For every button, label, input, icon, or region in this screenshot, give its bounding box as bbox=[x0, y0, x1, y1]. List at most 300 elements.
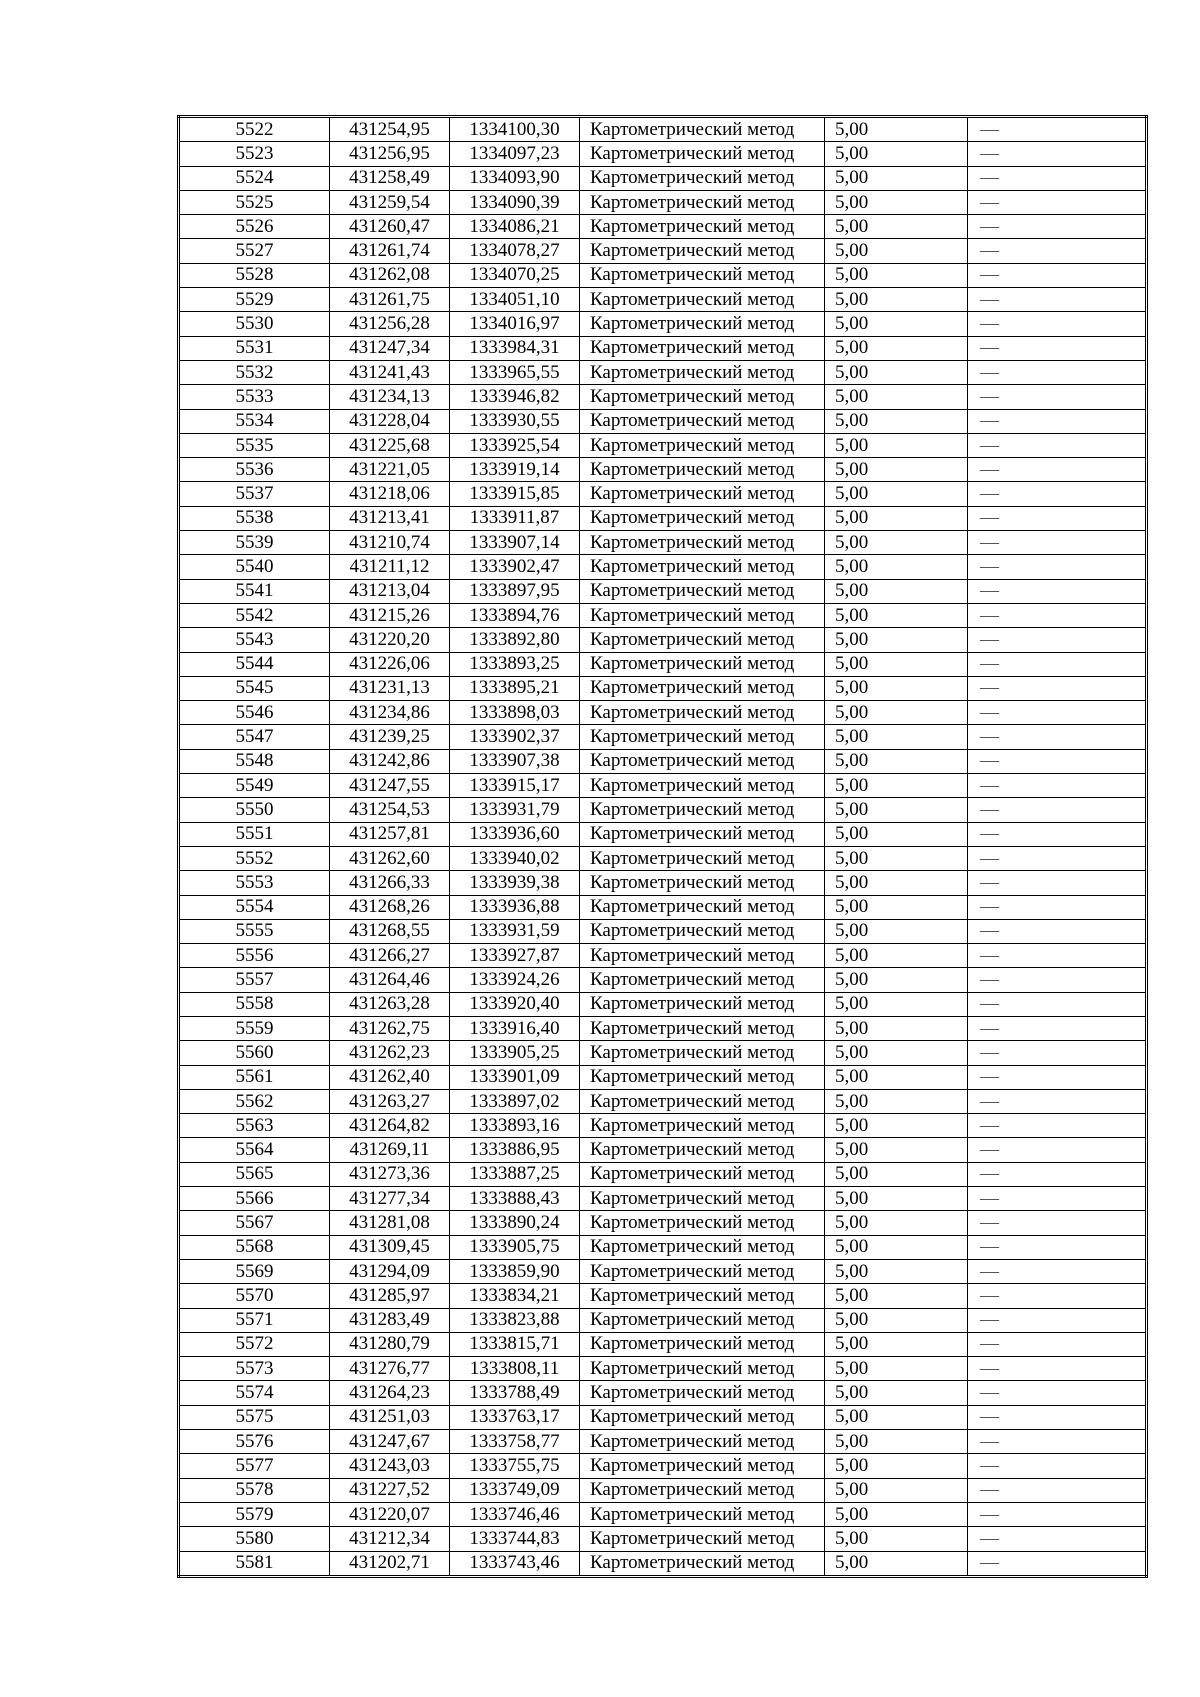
table-row bbox=[179, 531, 1147, 555]
method-cell: Картометрический метод bbox=[580, 774, 825, 798]
accuracy-cell: 5,00 bbox=[825, 1016, 968, 1040]
point-number-cell: 5574 bbox=[179, 1381, 330, 1405]
point-number-cell: 5546 bbox=[179, 701, 330, 725]
method-cell: Картометрический метод bbox=[580, 336, 825, 360]
description-cell: — bbox=[968, 1405, 1147, 1429]
point-number-cell: 5567 bbox=[179, 1211, 330, 1235]
method-cell: Картометрический метод bbox=[580, 846, 825, 870]
accuracy-cell: 5,00 bbox=[825, 506, 968, 530]
accuracy-cell: 5,00 bbox=[825, 871, 968, 895]
y-coordinate-cell: 1333887,25 bbox=[450, 1162, 580, 1186]
y-coordinate-cell: 1333946,82 bbox=[450, 385, 580, 409]
accuracy-cell: 5,00 bbox=[825, 1502, 968, 1526]
point-number-cell: 5533 bbox=[179, 385, 330, 409]
x-coordinate-cell: 431262,40 bbox=[330, 1065, 450, 1089]
description-cell: — bbox=[968, 968, 1147, 992]
description-cell: — bbox=[968, 871, 1147, 895]
method-cell: Картометрический метод bbox=[580, 652, 825, 676]
table-row bbox=[179, 555, 1147, 579]
y-coordinate-cell: 1334097,23 bbox=[450, 142, 580, 166]
x-coordinate-cell: 431266,27 bbox=[330, 944, 450, 968]
description-cell: — bbox=[968, 1162, 1147, 1186]
x-coordinate-cell: 431277,34 bbox=[330, 1187, 450, 1211]
point-number-cell: 5534 bbox=[179, 409, 330, 433]
accuracy-cell: 5,00 bbox=[825, 725, 968, 749]
point-number-cell: 5530 bbox=[179, 312, 330, 336]
point-number-cell: 5538 bbox=[179, 506, 330, 530]
point-number-cell: 5548 bbox=[179, 749, 330, 773]
point-number-cell: 5528 bbox=[179, 263, 330, 287]
x-coordinate-cell: 431231,13 bbox=[330, 676, 450, 700]
y-coordinate-cell: 1333927,87 bbox=[450, 944, 580, 968]
point-number-cell: 5553 bbox=[179, 871, 330, 895]
table-row bbox=[179, 1089, 1147, 1113]
description-cell: — bbox=[968, 579, 1147, 603]
method-cell: Картометрический метод bbox=[580, 506, 825, 530]
description-cell: — bbox=[968, 798, 1147, 822]
method-cell: Картометрический метод bbox=[580, 725, 825, 749]
table-row bbox=[179, 1162, 1147, 1186]
table-row bbox=[179, 1016, 1147, 1040]
accuracy-cell: 5,00 bbox=[825, 1308, 968, 1332]
description-cell: — bbox=[968, 676, 1147, 700]
method-cell: Картометрический метод bbox=[580, 1332, 825, 1356]
point-number-cell: 5565 bbox=[179, 1162, 330, 1186]
accuracy-cell: 5,00 bbox=[825, 239, 968, 263]
method-cell: Картометрический метод bbox=[580, 919, 825, 943]
description-cell: — bbox=[968, 652, 1147, 676]
method-cell: Картометрический метод bbox=[580, 1187, 825, 1211]
accuracy-cell: 5,00 bbox=[825, 919, 968, 943]
table-row bbox=[179, 1478, 1147, 1502]
y-coordinate-cell: 1333743,46 bbox=[450, 1551, 580, 1576]
point-number-cell: 5578 bbox=[179, 1478, 330, 1502]
y-coordinate-cell: 1333911,87 bbox=[450, 506, 580, 530]
point-number-cell: 5568 bbox=[179, 1235, 330, 1259]
point-number-cell: 5571 bbox=[179, 1308, 330, 1332]
method-cell: Картометрический метод bbox=[580, 166, 825, 190]
point-number-cell: 5558 bbox=[179, 992, 330, 1016]
method-cell: Картометрический метод bbox=[580, 1162, 825, 1186]
table-row bbox=[179, 1259, 1147, 1283]
accuracy-cell: 5,00 bbox=[825, 992, 968, 1016]
table-row bbox=[179, 774, 1147, 798]
accuracy-cell: 5,00 bbox=[825, 433, 968, 457]
accuracy-cell: 5,00 bbox=[825, 1284, 968, 1308]
table-row bbox=[179, 409, 1147, 433]
table-row bbox=[179, 1211, 1147, 1235]
accuracy-cell: 5,00 bbox=[825, 579, 968, 603]
point-number-cell: 5524 bbox=[179, 166, 330, 190]
table-row bbox=[179, 142, 1147, 166]
x-coordinate-cell: 431254,53 bbox=[330, 798, 450, 822]
description-cell: — bbox=[968, 1114, 1147, 1138]
point-number-cell: 5561 bbox=[179, 1065, 330, 1089]
y-coordinate-cell: 1334070,25 bbox=[450, 263, 580, 287]
accuracy-cell: 5,00 bbox=[825, 142, 968, 166]
description-cell: — bbox=[968, 749, 1147, 773]
method-cell: Картометрический метод bbox=[580, 239, 825, 263]
accuracy-cell: 5,00 bbox=[825, 1138, 968, 1162]
y-coordinate-cell: 1333897,95 bbox=[450, 579, 580, 603]
table-row bbox=[179, 822, 1147, 846]
y-coordinate-cell: 1333749,09 bbox=[450, 1478, 580, 1502]
description-cell: — bbox=[968, 701, 1147, 725]
x-coordinate-cell: 431234,13 bbox=[330, 385, 450, 409]
table-row bbox=[179, 652, 1147, 676]
description-cell: — bbox=[968, 1089, 1147, 1113]
method-cell: Картометрический метод bbox=[580, 944, 825, 968]
method-cell: Картометрический метод bbox=[580, 360, 825, 384]
table-row bbox=[179, 336, 1147, 360]
accuracy-cell: 5,00 bbox=[825, 628, 968, 652]
x-coordinate-cell: 431280,79 bbox=[330, 1332, 450, 1356]
description-cell: — bbox=[968, 1381, 1147, 1405]
y-coordinate-cell: 1333924,26 bbox=[450, 968, 580, 992]
table-row bbox=[179, 1308, 1147, 1332]
x-coordinate-cell: 431225,68 bbox=[330, 433, 450, 457]
x-coordinate-cell: 431264,23 bbox=[330, 1381, 450, 1405]
table-row bbox=[179, 312, 1147, 336]
x-coordinate-cell: 431257,81 bbox=[330, 822, 450, 846]
accuracy-cell: 5,00 bbox=[825, 652, 968, 676]
description-cell: — bbox=[968, 1284, 1147, 1308]
point-number-cell: 5535 bbox=[179, 433, 330, 457]
method-cell: Картометрический метод bbox=[580, 1478, 825, 1502]
method-cell: Картометрический метод bbox=[580, 1284, 825, 1308]
description-cell: — bbox=[968, 215, 1147, 239]
x-coordinate-cell: 431254,95 bbox=[330, 117, 450, 142]
y-coordinate-cell: 1333815,71 bbox=[450, 1332, 580, 1356]
accuracy-cell: 5,00 bbox=[825, 1041, 968, 1065]
point-number-cell: 5544 bbox=[179, 652, 330, 676]
table-row bbox=[179, 798, 1147, 822]
x-coordinate-cell: 431234,86 bbox=[330, 701, 450, 725]
method-cell: Картометрический метод bbox=[580, 749, 825, 773]
point-number-cell: 5525 bbox=[179, 190, 330, 214]
description-cell: — bbox=[968, 1041, 1147, 1065]
method-cell: Картометрический метод bbox=[580, 433, 825, 457]
x-coordinate-cell: 431262,60 bbox=[330, 846, 450, 870]
description-cell: — bbox=[968, 725, 1147, 749]
table-row bbox=[179, 215, 1147, 239]
x-coordinate-cell: 431262,08 bbox=[330, 263, 450, 287]
point-number-cell: 5545 bbox=[179, 676, 330, 700]
accuracy-cell: 5,00 bbox=[825, 895, 968, 919]
point-number-cell: 5580 bbox=[179, 1527, 330, 1551]
method-cell: Картометрический метод bbox=[580, 1016, 825, 1040]
table-row bbox=[179, 433, 1147, 457]
description-cell: — bbox=[968, 1357, 1147, 1381]
x-coordinate-cell: 431227,52 bbox=[330, 1478, 450, 1502]
point-number-cell: 5556 bbox=[179, 944, 330, 968]
x-coordinate-cell: 431268,26 bbox=[330, 895, 450, 919]
point-number-cell: 5529 bbox=[179, 288, 330, 312]
x-coordinate-cell: 431281,08 bbox=[330, 1211, 450, 1235]
table-row bbox=[179, 579, 1147, 603]
table-row bbox=[179, 1357, 1147, 1381]
x-coordinate-cell: 431213,04 bbox=[330, 579, 450, 603]
method-cell: Картометрический метод bbox=[580, 603, 825, 627]
table-row bbox=[179, 1551, 1147, 1576]
description-cell: — bbox=[968, 385, 1147, 409]
point-number-cell: 5570 bbox=[179, 1284, 330, 1308]
accuracy-cell: 5,00 bbox=[825, 1357, 968, 1381]
point-number-cell: 5536 bbox=[179, 458, 330, 482]
accuracy-cell: 5,00 bbox=[825, 531, 968, 555]
x-coordinate-cell: 431202,71 bbox=[330, 1551, 450, 1576]
method-cell: Картометрический метод bbox=[580, 531, 825, 555]
y-coordinate-cell: 1333763,17 bbox=[450, 1405, 580, 1429]
x-coordinate-cell: 431259,54 bbox=[330, 190, 450, 214]
accuracy-cell: 5,00 bbox=[825, 968, 968, 992]
point-number-cell: 5560 bbox=[179, 1041, 330, 1065]
y-coordinate-cell: 1333902,37 bbox=[450, 725, 580, 749]
point-number-cell: 5522 bbox=[179, 117, 330, 142]
x-coordinate-cell: 431241,43 bbox=[330, 360, 450, 384]
point-number-cell: 5551 bbox=[179, 822, 330, 846]
description-cell: — bbox=[968, 774, 1147, 798]
y-coordinate-cell: 1333808,11 bbox=[450, 1357, 580, 1381]
table-row bbox=[179, 166, 1147, 190]
description-cell: — bbox=[968, 117, 1147, 142]
x-coordinate-cell: 431261,75 bbox=[330, 288, 450, 312]
x-coordinate-cell: 431264,46 bbox=[330, 968, 450, 992]
y-coordinate-cell: 1333788,49 bbox=[450, 1381, 580, 1405]
description-cell: — bbox=[968, 166, 1147, 190]
x-coordinate-cell: 431262,75 bbox=[330, 1016, 450, 1040]
method-cell: Картометрический метод bbox=[580, 701, 825, 725]
table-row bbox=[179, 190, 1147, 214]
table-row bbox=[179, 239, 1147, 263]
table-row bbox=[179, 944, 1147, 968]
description-cell: — bbox=[968, 555, 1147, 579]
y-coordinate-cell: 1333758,77 bbox=[450, 1430, 580, 1454]
x-coordinate-cell: 431220,20 bbox=[330, 628, 450, 652]
y-coordinate-cell: 1334078,27 bbox=[450, 239, 580, 263]
point-number-cell: 5566 bbox=[179, 1187, 330, 1211]
x-coordinate-cell: 431221,05 bbox=[330, 458, 450, 482]
point-number-cell: 5543 bbox=[179, 628, 330, 652]
description-cell: — bbox=[968, 1065, 1147, 1089]
y-coordinate-cell: 1333886,95 bbox=[450, 1138, 580, 1162]
accuracy-cell: 5,00 bbox=[825, 336, 968, 360]
description-cell: — bbox=[968, 992, 1147, 1016]
point-number-cell: 5527 bbox=[179, 239, 330, 263]
table-row bbox=[179, 992, 1147, 1016]
y-coordinate-cell: 1333931,79 bbox=[450, 798, 580, 822]
y-coordinate-cell: 1333907,14 bbox=[450, 531, 580, 555]
accuracy-cell: 5,00 bbox=[825, 482, 968, 506]
accuracy-cell: 5,00 bbox=[825, 676, 968, 700]
method-cell: Картометрический метод bbox=[580, 1308, 825, 1332]
point-number-cell: 5555 bbox=[179, 919, 330, 943]
description-cell: — bbox=[968, 142, 1147, 166]
x-coordinate-cell: 431247,55 bbox=[330, 774, 450, 798]
x-coordinate-cell: 431228,04 bbox=[330, 409, 450, 433]
description-cell: — bbox=[968, 1308, 1147, 1332]
x-coordinate-cell: 431210,74 bbox=[330, 531, 450, 555]
table-row bbox=[179, 263, 1147, 287]
description-cell: — bbox=[968, 482, 1147, 506]
point-number-cell: 5537 bbox=[179, 482, 330, 506]
method-cell: Картометрический метод bbox=[580, 1089, 825, 1113]
description-cell: — bbox=[968, 628, 1147, 652]
description-cell: — bbox=[968, 1187, 1147, 1211]
accuracy-cell: 5,00 bbox=[825, 1332, 968, 1356]
point-number-cell: 5559 bbox=[179, 1016, 330, 1040]
table-row bbox=[179, 895, 1147, 919]
method-cell: Картометрический метод bbox=[580, 676, 825, 700]
x-coordinate-cell: 431239,25 bbox=[330, 725, 450, 749]
accuracy-cell: 5,00 bbox=[825, 458, 968, 482]
accuracy-cell: 5,00 bbox=[825, 409, 968, 433]
description-cell: — bbox=[968, 944, 1147, 968]
point-number-cell: 5523 bbox=[179, 142, 330, 166]
point-number-cell: 5576 bbox=[179, 1430, 330, 1454]
method-cell: Картометрический метод bbox=[580, 871, 825, 895]
x-coordinate-cell: 431215,26 bbox=[330, 603, 450, 627]
point-number-cell: 5579 bbox=[179, 1502, 330, 1526]
method-cell: Картометрический метод bbox=[580, 142, 825, 166]
x-coordinate-cell: 431247,67 bbox=[330, 1430, 450, 1454]
method-cell: Картометрический метод bbox=[580, 895, 825, 919]
table-row bbox=[179, 603, 1147, 627]
description-cell: — bbox=[968, 846, 1147, 870]
point-number-cell: 5541 bbox=[179, 579, 330, 603]
y-coordinate-cell: 1333746,46 bbox=[450, 1502, 580, 1526]
description-cell: — bbox=[968, 1235, 1147, 1259]
method-cell: Картометрический метод bbox=[580, 798, 825, 822]
coordinates-table bbox=[177, 115, 1148, 1578]
accuracy-cell: 5,00 bbox=[825, 360, 968, 384]
accuracy-cell: 5,00 bbox=[825, 1235, 968, 1259]
table-row bbox=[179, 1454, 1147, 1478]
y-coordinate-cell: 1333834,21 bbox=[450, 1284, 580, 1308]
point-number-cell: 5573 bbox=[179, 1357, 330, 1381]
point-number-cell: 5549 bbox=[179, 774, 330, 798]
x-coordinate-cell: 431211,12 bbox=[330, 555, 450, 579]
x-coordinate-cell: 431242,86 bbox=[330, 749, 450, 773]
x-coordinate-cell: 431285,97 bbox=[330, 1284, 450, 1308]
method-cell: Картометрический метод bbox=[580, 1381, 825, 1405]
table-row bbox=[179, 1235, 1147, 1259]
point-number-cell: 5540 bbox=[179, 555, 330, 579]
description-cell: — bbox=[968, 895, 1147, 919]
description-cell: — bbox=[968, 603, 1147, 627]
description-cell: — bbox=[968, 360, 1147, 384]
table-row bbox=[179, 846, 1147, 870]
accuracy-cell: 5,00 bbox=[825, 1187, 968, 1211]
y-coordinate-cell: 1333936,88 bbox=[450, 895, 580, 919]
description-cell: — bbox=[968, 433, 1147, 457]
method-cell: Картометрический метод bbox=[580, 458, 825, 482]
point-number-cell: 5531 bbox=[179, 336, 330, 360]
description-cell: — bbox=[968, 1430, 1147, 1454]
table-row bbox=[179, 871, 1147, 895]
point-number-cell: 5572 bbox=[179, 1332, 330, 1356]
point-number-cell: 5554 bbox=[179, 895, 330, 919]
x-coordinate-cell: 431256,28 bbox=[330, 312, 450, 336]
x-coordinate-cell: 431262,23 bbox=[330, 1041, 450, 1065]
accuracy-cell: 5,00 bbox=[825, 1430, 968, 1454]
x-coordinate-cell: 431294,09 bbox=[330, 1259, 450, 1283]
method-cell: Картометрический метод bbox=[580, 409, 825, 433]
method-cell: Картометрический метод bbox=[580, 385, 825, 409]
y-coordinate-cell: 1333930,55 bbox=[450, 409, 580, 433]
y-coordinate-cell: 1334090,39 bbox=[450, 190, 580, 214]
point-number-cell: 5557 bbox=[179, 968, 330, 992]
description-cell: — bbox=[968, 1527, 1147, 1551]
x-coordinate-cell: 431218,06 bbox=[330, 482, 450, 506]
table-row bbox=[179, 919, 1147, 943]
x-coordinate-cell: 431263,27 bbox=[330, 1089, 450, 1113]
accuracy-cell: 5,00 bbox=[825, 312, 968, 336]
y-coordinate-cell: 1333897,02 bbox=[450, 1089, 580, 1113]
y-coordinate-cell: 1333901,09 bbox=[450, 1065, 580, 1089]
table-row bbox=[179, 725, 1147, 749]
table-row bbox=[179, 676, 1147, 700]
description-cell: — bbox=[968, 1454, 1147, 1478]
description-cell: — bbox=[968, 919, 1147, 943]
point-number-cell: 5563 bbox=[179, 1114, 330, 1138]
y-coordinate-cell: 1333893,16 bbox=[450, 1114, 580, 1138]
x-coordinate-cell: 431258,49 bbox=[330, 166, 450, 190]
y-coordinate-cell: 1333916,40 bbox=[450, 1016, 580, 1040]
y-coordinate-cell: 1333925,54 bbox=[450, 433, 580, 457]
x-coordinate-cell: 431283,49 bbox=[330, 1308, 450, 1332]
y-coordinate-cell: 1333919,14 bbox=[450, 458, 580, 482]
accuracy-cell: 5,00 bbox=[825, 822, 968, 846]
accuracy-cell: 5,00 bbox=[825, 774, 968, 798]
x-coordinate-cell: 431264,82 bbox=[330, 1114, 450, 1138]
y-coordinate-cell: 1333915,17 bbox=[450, 774, 580, 798]
x-coordinate-cell: 431212,34 bbox=[330, 1527, 450, 1551]
accuracy-cell: 5,00 bbox=[825, 1259, 968, 1283]
x-coordinate-cell: 431213,41 bbox=[330, 506, 450, 530]
method-cell: Картометрический метод bbox=[580, 579, 825, 603]
table-row bbox=[179, 1114, 1147, 1138]
description-cell: — bbox=[968, 1551, 1147, 1576]
point-number-cell: 5577 bbox=[179, 1454, 330, 1478]
method-cell: Картометрический метод bbox=[580, 1138, 825, 1162]
description-cell: — bbox=[968, 190, 1147, 214]
point-number-cell: 5542 bbox=[179, 603, 330, 627]
accuracy-cell: 5,00 bbox=[825, 798, 968, 822]
description-cell: — bbox=[968, 263, 1147, 287]
method-cell: Картометрический метод bbox=[580, 117, 825, 142]
point-number-cell: 5532 bbox=[179, 360, 330, 384]
accuracy-cell: 5,00 bbox=[825, 1114, 968, 1138]
accuracy-cell: 5,00 bbox=[825, 1381, 968, 1405]
y-coordinate-cell: 1333823,88 bbox=[450, 1308, 580, 1332]
description-cell: — bbox=[968, 1478, 1147, 1502]
table-body bbox=[179, 117, 1147, 1577]
description-cell: — bbox=[968, 239, 1147, 263]
x-coordinate-cell: 431261,74 bbox=[330, 239, 450, 263]
y-coordinate-cell: 1333939,38 bbox=[450, 871, 580, 895]
method-cell: Картометрический метод bbox=[580, 1502, 825, 1526]
point-number-cell: 5562 bbox=[179, 1089, 330, 1113]
method-cell: Картометрический метод bbox=[580, 1430, 825, 1454]
y-coordinate-cell: 1334086,21 bbox=[450, 215, 580, 239]
method-cell: Картометрический метод bbox=[580, 1454, 825, 1478]
accuracy-cell: 5,00 bbox=[825, 215, 968, 239]
description-cell: — bbox=[968, 458, 1147, 482]
accuracy-cell: 5,00 bbox=[825, 1405, 968, 1429]
y-coordinate-cell: 1334016,97 bbox=[450, 312, 580, 336]
accuracy-cell: 5,00 bbox=[825, 263, 968, 287]
